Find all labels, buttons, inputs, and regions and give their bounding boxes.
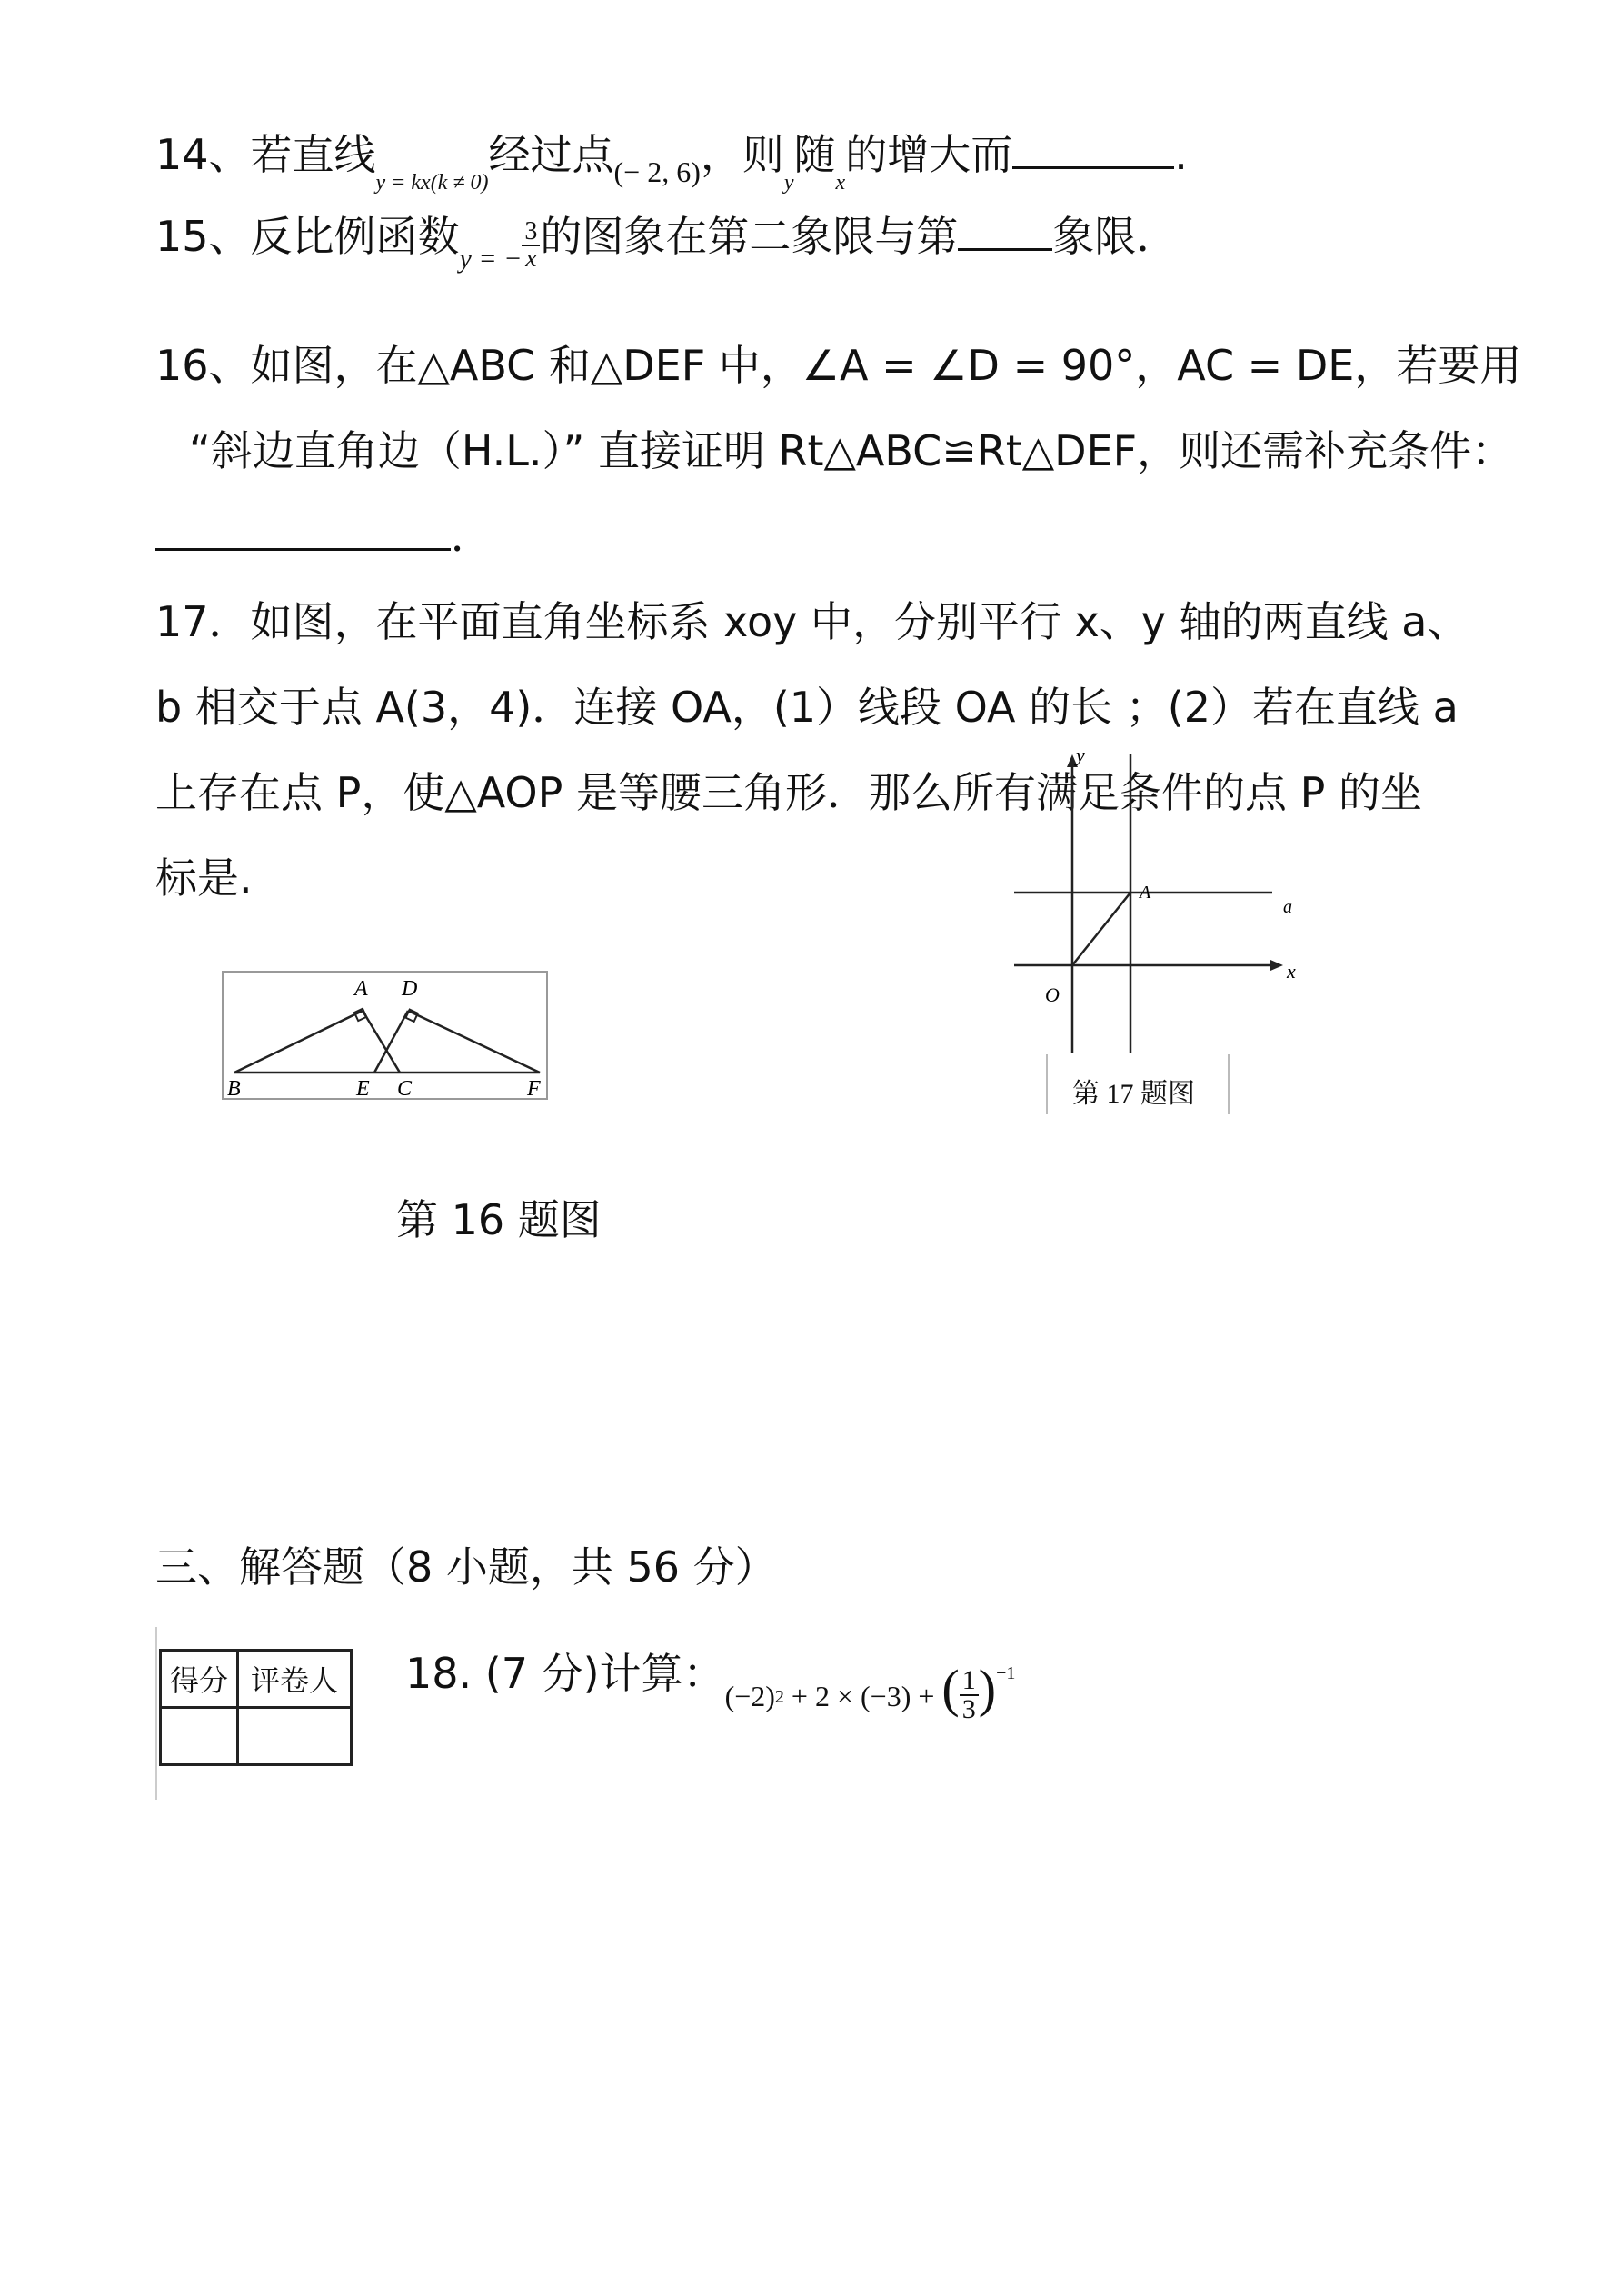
q15-fraction <box>522 216 540 273</box>
figure-16-caption: 第 16 题图 <box>396 1195 602 1244</box>
q18-exponent-2: 2 <box>774 1687 784 1707</box>
fig17-label-a: a <box>1283 897 1292 917</box>
q15-numerator: 3 <box>522 219 540 246</box>
q14-var-y: y <box>783 171 794 195</box>
fig17-label-A: A <box>1140 883 1151 903</box>
score-header-defen: 得分 <box>161 1651 238 1708</box>
q16-line1: 16、如图，在△ABC 和△DEF 中，∠A = ∠D = 90°，AC = DE，若要用 <box>155 341 1522 390</box>
q15-text3: 象限． <box>1052 212 1179 261</box>
figure-17-caption: 第 17 题图 <box>1072 1079 1195 1109</box>
q14-var-x: x <box>835 171 846 195</box>
question-15 <box>155 209 1179 274</box>
score-cell-defen[interactable] <box>161 1708 238 1765</box>
score-table <box>155 1627 384 1800</box>
q18-fraction <box>960 1664 979 1724</box>
q14-answer-blank[interactable] <box>1012 130 1174 169</box>
q14-condition: (k ≠ 0) <box>430 171 489 195</box>
score-entry-row <box>161 1708 352 1765</box>
q16-line3-end: ． <box>451 512 493 561</box>
q17-line3: 上存在点 P，使△AOP 是等腰三角形．那么所有满足条件的点 P 的坐 <box>155 768 1422 817</box>
figure-16-triangles <box>222 971 549 1100</box>
q14-text2: 经过点 <box>488 130 614 179</box>
q17-line4: 标是. <box>155 854 253 903</box>
score-grid <box>159 1649 353 1766</box>
q14-equation: y = kx <box>375 171 431 195</box>
q17-line2: b 相交于点 A(3，4)．连接 OA，(1）线段 OA 的长 ；(2）若在直线 a <box>155 683 1459 732</box>
q16-answer-blank[interactable] <box>155 512 451 551</box>
q14-text5: 的增大而 <box>845 130 1013 179</box>
q15-text2: 的图象在第二象限与第 <box>540 212 959 261</box>
score-header-row <box>161 1651 352 1708</box>
q14-end: . <box>1174 130 1188 179</box>
q14-point: (− 2, 6) <box>613 155 701 188</box>
q18-label: 18. (7 分)计算： <box>405 1649 725 1698</box>
fig16-label-F: F <box>527 1077 541 1100</box>
q18-right-paren: ) <box>978 1659 997 1718</box>
q15-number: 15、 <box>155 212 251 261</box>
fig16-label-E: E <box>356 1077 370 1100</box>
figure-17-coordinate-plane <box>1000 745 1327 1118</box>
q18-exponent-neg1: −1 <box>996 1663 1016 1683</box>
question-14 <box>155 127 1188 195</box>
q18-frac-den: 3 <box>961 1693 976 1724</box>
q14-text1: 若直线 <box>250 130 376 179</box>
q14-text3: ，则 <box>700 130 784 179</box>
section-3-title: 三、解答题（8 小题，共 56 分） <box>155 1542 777 1592</box>
fig16-label-C: C <box>397 1077 413 1100</box>
q14-text4: 随 <box>793 130 836 179</box>
q15-lhs: y = − <box>459 244 523 274</box>
q15-answer-blank[interactable] <box>958 212 1052 251</box>
q18-expr-part2: + 2 × (−3) + <box>783 1680 942 1712</box>
q16-line2: “斜边直角边（H.L.）” 直接证明 Rt△ABC≌Rt△DEF，则还需补充条件： <box>189 426 1514 475</box>
fig17-label-x: x <box>1287 960 1296 983</box>
fig17-label-o: O <box>1045 983 1060 1006</box>
q14-number: 14、 <box>155 130 251 179</box>
score-header-pingjuanren: 评卷人 <box>238 1651 352 1708</box>
fig17-label-y: y <box>1076 745 1085 766</box>
q16-line3 <box>155 509 493 564</box>
q18-frac-num: 1 <box>960 1667 979 1696</box>
q17-line1: 17．如图，在平面直角坐标系 xoy 中，分别平行 x、y 轴的两直线 a、 <box>155 597 1469 646</box>
score-cell-pingjuanren[interactable] <box>238 1708 352 1765</box>
fig16-label-D: D <box>402 977 418 1001</box>
q15-denominator: x <box>525 244 537 273</box>
fig16-label-A: A <box>354 977 368 1001</box>
q15-text1: 反比例函数 <box>250 212 460 261</box>
fig16-label-B: B <box>227 1077 241 1100</box>
question-18 <box>405 1643 1016 1724</box>
q18-expr-part1: (−2) <box>724 1680 775 1712</box>
q18-left-paren: ( <box>941 1659 960 1718</box>
